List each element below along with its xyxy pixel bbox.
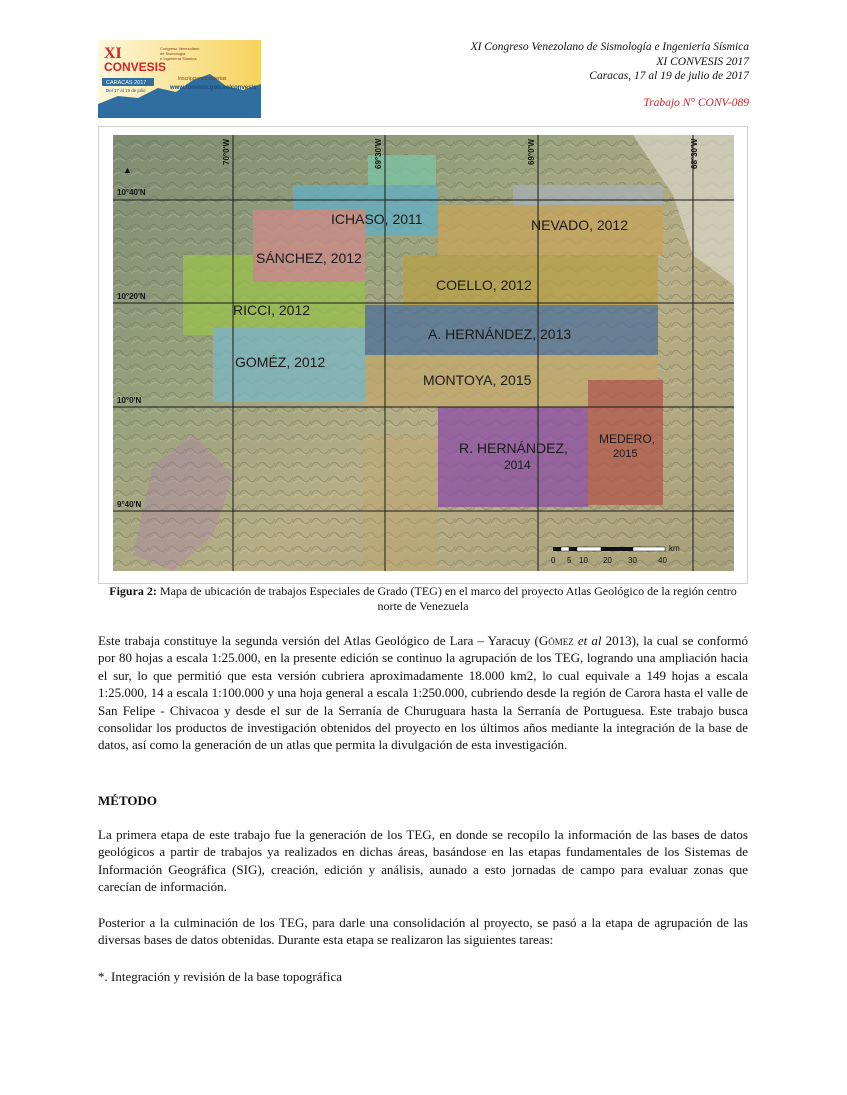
logo-title-1: XI (104, 45, 122, 62)
logo-registration: Inscripciones abiertas (178, 76, 227, 82)
paragraph-1-part-b: 2013), la cual se conformó por 80 hojas a escala 1:25.000, en la presente edición se continuo la agrupación de los TEG, logrando una ampliación hacia el sur, lo que permitió que esta versión cubriera aproximadamente 18.000 km2, lo cual equivale a 149 hojas a escala 1:25.000, 14 a escala 1:100.000 y una hoja general a escala 1:250.000, cubriendo desde la región de Carora hasta el valle de San Felipe - Chivacoa y desde el sur de la Serranía de Churuguara hasta la Serranía de Portuguesa. Este trabajo busca consolidar los productos de investigación obtenidos del proyecto en los últimos años mediante la integración de la base de datos, así como la generación de un atlas que permita la divulgación de esta investigación. (98, 633, 749, 753)
label-montoya: MONTOYA, 2015 (423, 372, 532, 388)
scale-unit: km (669, 544, 680, 553)
caption-label: Figura 2: (109, 584, 157, 598)
lat-label-10-0: 10°0'N (117, 396, 142, 405)
region-r-hernandez (438, 407, 588, 507)
lat-label-10-40: 10°40'N (117, 188, 146, 197)
citation-author: Gómez (538, 633, 574, 648)
figure-caption (98, 584, 748, 614)
section-heading-metodo: MÉTODO (98, 793, 157, 808)
label-medero-year: 2015 (613, 448, 638, 460)
lon-label-69-30: 69°30'W (374, 138, 383, 169)
label-r-hernandez: R. HERNÁNDEZ, (459, 440, 568, 456)
teg-location-map (113, 135, 734, 571)
figure-2 (98, 126, 748, 584)
logo-url: www.funvisis.gob.ve/convesis (170, 85, 257, 91)
citation-etal: et al (577, 633, 602, 648)
logo-subtitle-3: e Ingeniería Sísmica (160, 56, 197, 61)
header-line-2: XI CONVESIS 2017 (656, 55, 749, 68)
label-sanchez: SÁNCHEZ, 2012 (256, 250, 362, 266)
logo-subtitle-2: de Sismología (160, 51, 186, 56)
label-ichaso: ICHASO, 2011 (331, 211, 423, 227)
lon-label-69-0: 69°0'W (527, 139, 536, 165)
caption-text: Mapa de ubicación de trabajos Especiales de Grado (TEG) en el marco del proyecto Atlas Geológico de la región centro norte de Venezuela (159, 584, 737, 613)
north-arrow-icon: ▲ (123, 165, 132, 175)
label-medero: MEDERO, (599, 432, 656, 446)
label-nevado: NEVADO, 2012 (531, 217, 629, 233)
lon-label-70-0: 70°0'W (222, 139, 231, 165)
paragraph-3: Posterior a la culminación de los TEG, para darle una consolidación al proyecto, se pasó a la etapa de agrupación de las diversas bases de datos obtenidas. Durante esta etapa se realizaron las siguientes tareas: (98, 915, 748, 948)
scale-tick-40: 40 (658, 556, 667, 565)
scale-tick-20: 20 (603, 556, 612, 565)
trabajo-number: Trabajo N° CONV-089 (643, 96, 749, 109)
scale-tick-0: 0 (551, 556, 556, 565)
label-gomez: GOMÉZ, 2012 (235, 354, 326, 370)
label-a-hernandez: A. HERNÁNDEZ, 2013 (428, 326, 572, 342)
paragraph-4: *. Integración y revisión de la base topográfica (98, 969, 343, 984)
logo-title-2: CONVESIS (104, 60, 167, 74)
label-coello: COELLO, 2012 (436, 277, 532, 293)
label-r-hernandez-year: 2014 (504, 458, 531, 472)
logo-badge: CARACAS 2017 (106, 80, 147, 86)
paragraph-2: La primera etapa de este trabajo fue la generación de los TEG, en donde se recopilo la información de las bases de datos geológicos a partir de trabajos ya realizados en dichas áreas, basándose en las etapas fundamentales de los Sistemas de Información Geográfica (SIG), creación, edición y análisis, aunado a esto jornadas de campo para evaluar zonas que carecían de información. (98, 827, 748, 895)
convesis-logo (98, 40, 261, 118)
header-line-3: Caracas, 17 al 19 de julio de 2017 (589, 70, 749, 82)
paragraph-1 (98, 632, 748, 754)
lat-label-10-20: 10°20'N (117, 292, 146, 301)
scale-tick-10: 10 (579, 556, 588, 565)
scale-tick-30: 30 (628, 556, 637, 565)
paragraph-1-part-a: Este trabaja constituye la segunda versión del Atlas Geológico de Lara – Yaracuy ( (98, 633, 539, 648)
logo-subtitle-1: Congreso Venezolano (160, 46, 200, 51)
region-south (365, 435, 438, 571)
lon-label-68-30: 68°30'W (690, 138, 699, 169)
lat-label-9-40: 9°40'N (117, 500, 142, 509)
label-ricci: RICCI, 2012 (233, 302, 311, 318)
conference-header (471, 40, 749, 110)
logo-dates: Del 17 al 19 de julio (106, 88, 146, 93)
scale-tick-5: 5 (567, 556, 572, 565)
region-nevado-north (513, 185, 663, 205)
header-line-1: XI Congreso Venezolano de Sismología e Ingeniería Sísmica (470, 41, 749, 53)
